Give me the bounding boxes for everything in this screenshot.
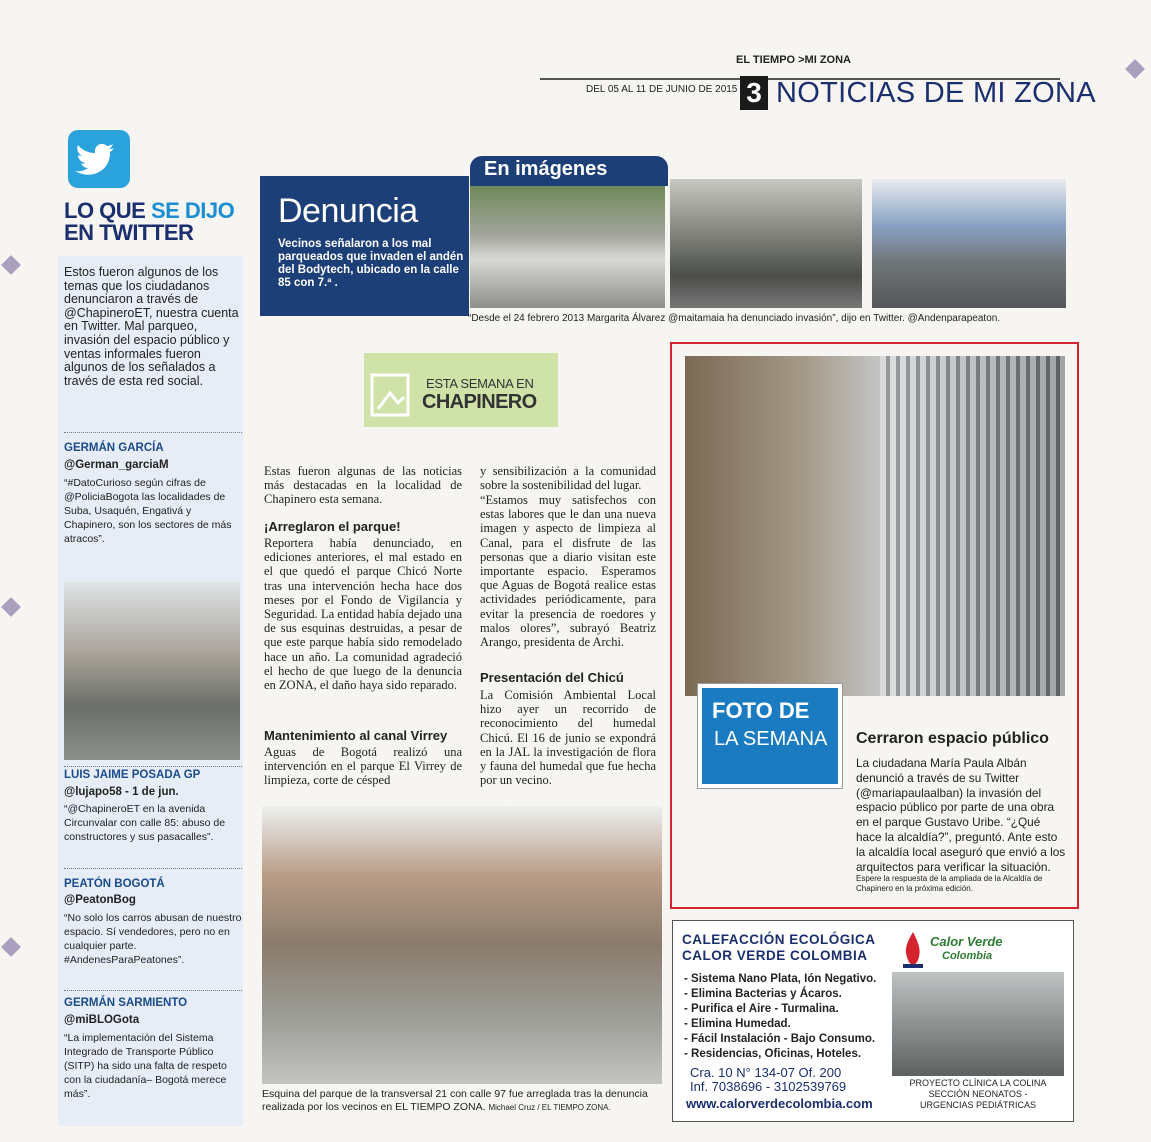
ad-caption-line: SECCIÓN NEONATOS - (928, 1089, 1028, 1099)
tweet-handle[interactable]: @German_garciaM (64, 459, 169, 471)
tweet-photo (64, 582, 240, 760)
article-paragraph: y sensibilización a la comunidad sobre la sostenibilidad del lugar. (480, 464, 656, 493)
twitter-section-title-line2: EN TWITTER (64, 220, 194, 245)
twitter-bird-icon (68, 130, 130, 188)
en-imagenes-title: En imágenes (484, 158, 608, 180)
tweet-handle[interactable]: @PeatonBog (64, 894, 136, 906)
tweet-text: “La implementación del Sistema Integrado de Transporte Público (SITP) ha sido una falta de respeto con la ciudadanía– Bogotá merece más”. (64, 1032, 227, 1100)
tweet-author: PEATÓN BOGOTÁ (64, 878, 165, 890)
ad-feature: - Fácil Instalación - Bajo Consumo. (684, 1033, 876, 1045)
article-paragraph: Reportera había denunciado, en ediciones anteriores, el mal estado en el que quedó el parque Chicó Norte tras una intervención hecha hace dos meses por el Fondo de Vigilancia y Seguridad. La entidad había dejado una de sus esquinas destruidas, a pesar de que este parque había sido remodelado hace un año. La comunidad agradeció el hecho de que luego de la denuncia en ZONA, el daño haya sido reparado. (264, 536, 462, 693)
frame-icon (364, 353, 424, 427)
subhead-parque: ¡Arreglaron el parque! (264, 519, 401, 534)
registration-mark (1, 937, 21, 957)
section-title: NOTICIAS DE MI ZONA (776, 77, 1096, 109)
tweet-text: “@ChapineroET en la avenida Circunvalar con calle 85: abuso de constructores y sus pasacalles”. (64, 803, 226, 843)
tweet-text: “No solo los carros abusan de nuestro espacio. Sí vendedores, pero no en cualquier parte. #AndenesParaPeatones”. (64, 912, 242, 966)
section-number: 3 (740, 76, 768, 110)
denuncia-title: Denuncia (278, 192, 418, 230)
tweet-handle[interactable]: @miBLOGota (64, 1014, 140, 1026)
ad-address-line: Cra. 10 N° 134-07 Of. 200 (690, 1065, 842, 1080)
separator (64, 990, 242, 992)
subhead-canal-virrey: Mantenimiento al canal Virrey (264, 728, 448, 743)
ad-logo-text-2: Colombia (942, 950, 993, 962)
twitter-section-title: LO QUE SE DIJO (64, 198, 235, 223)
denuncia-photo-3 (872, 179, 1066, 308)
denuncia-caption: “Desde el 24 febrero 2013 Margarita Álvarez @maitamaia ha denunciado invasión”, dijo en Twitter. @Andenparapeaton. (468, 313, 1001, 324)
article-intro: Estas fueron algunas de las noticias más destacadas en la localidad de Chapinero esta semana. (264, 464, 462, 507)
ad-caption-line: PROYECTO CLÍNICA LA COLINA (909, 1078, 1047, 1088)
ad-title-line2: CALOR VERDE COLOMBIA (682, 948, 868, 963)
foto-semana-note: Espere la respuesta de la ampliada de la Alcaldía de Chapinero en la próxima edición. (856, 874, 1043, 893)
registration-mark (1, 255, 21, 275)
ad-feature: - Purifica el Aire - Turmalina. (684, 1003, 839, 1015)
denuncia-photo-2 (670, 179, 862, 308)
fence-stripes (880, 356, 1065, 696)
park-photo-caption: Esquina del parque de la transversal 21 con calle 97 fue arreglada tras la denuncia realizada por los vecinos en EL TIEMPO ZONA. Michael Cruz / EL TIEMPO ZONA. (262, 1088, 648, 1113)
separator (64, 432, 242, 434)
separator (64, 868, 242, 870)
ad-logo-text-1: Calor Verde (930, 934, 1003, 949)
article-paragraph: Aguas de Bogotá realizó una intervención en el parque El Virrey de limpieza, corte de césped (264, 745, 462, 788)
registration-mark (1125, 59, 1145, 79)
ad-photo (892, 972, 1064, 1076)
separator (64, 766, 242, 768)
photo-credit: Michael Cruz / EL TIEMPO ZONA. (488, 1103, 611, 1112)
ad-photo-caption (892, 1078, 1064, 1111)
tweet-author: GERMÁN SARMIENTO (64, 997, 188, 1009)
chapinero-banner-line1: ESTA SEMANA EN (426, 376, 534, 391)
ad-caption-line: URGENCIAS PEDIÁTRICAS (919, 1100, 1037, 1110)
article-paragraph: La Comisión Ambiental Local hizo ayer un recorrido de reconocimiento del humedal Chicú. El 16 de junio se expondrá en la JAL la investigación de flora y fauna del humedal que fue hecha por un vecino. (480, 688, 656, 788)
tweet-handle[interactable]: @lujapo58 - 1 de jun. (64, 786, 179, 798)
ad-website-link[interactable]: www.calorverdecolombia.com (686, 1096, 873, 1111)
article-quote: “Estamos muy satisfechos con estas labores que le dan una nueva imagen y aspecto de limpieza al Canal, para el disfrute de las personas que a diario visitan este importante espacio. Esperamos que Aguas de Bogotá realice estas actividades periódicamente, para evitar la presencia de roedores y malos olores”, subrayó Beatriz Arango, presidenta de Archi. (480, 493, 656, 650)
tweet-text: “#DatoCurioso según cifras de @PoliciaBogota las localidades de Suba, Usaquén, Engativá y Chapinero, son los sectores de más atracos”. (64, 477, 232, 545)
subhead-chicu: Presentación del Chicú (480, 670, 624, 685)
issue-date: DEL 05 AL 11 DE JUNIO DE 2015 (586, 84, 738, 95)
ad-feature: - Elimina Bacterias y Ácaros. (684, 988, 842, 1000)
brand-label: EL TIEMPO >MI ZONA (736, 54, 852, 66)
ad-features (684, 972, 876, 1062)
ad-logo (898, 930, 1058, 970)
foto-semana-badge-line2: LA SEMANA (714, 728, 828, 750)
ad-feature: - Residencias, Oficinas, Hoteles. (684, 1048, 862, 1060)
denuncia-text: Vecinos señalaron a los mal parqueados que invaden el andén del Bodytech, ubicado en la calle 85 con 7.ª . (278, 238, 464, 289)
tweet-author: GERMÁN GARCÍA (64, 442, 164, 454)
foto-semana-headline: Cerraron espacio público (856, 730, 1049, 747)
chapinero-banner-line2: CHAPINERO (422, 391, 537, 413)
twitter-intro: Estos fueron algunos de los temas que los ciudadanos denunciaron a través de @ChapineroET, nuestra cuenta en Twitter. Mal parqueo, invasión del espacio público y ventas informales fueron algunos de los señalados a través de esta red social. (64, 265, 239, 388)
ad-address (690, 1066, 846, 1094)
registration-mark (1, 597, 21, 617)
denuncia-photo-1 (470, 186, 665, 308)
foto-semana-badge-line1: FOTO DE (712, 698, 810, 723)
ad-phones: Inf. 7038696 - 3102539769 (690, 1079, 847, 1094)
ad-feature: - Elimina Humedad. (684, 1018, 791, 1030)
park-photo (262, 806, 662, 1084)
foto-semana-text: La ciudadana María Paula Albán denunció a través de su Twitter (@mariapaulaalban) la invasión del espacio público por parte de una obra en el parque Gustavo Uribe. “¿Qué hace la alcaldía?”, preguntó. Ante esto la alcaldía local aseguró que envió a los arquitectos para verificar la situación. (856, 756, 1066, 874)
ad-feature: - Sistema Nano Plata, Ión Negativo. (684, 973, 877, 985)
flame-icon (898, 930, 928, 970)
ad-title-line1: CALEFACCIÓN ECOLÓGICA (682, 932, 876, 947)
tweet-author: LUIS JAIME POSADA GP (64, 769, 201, 781)
